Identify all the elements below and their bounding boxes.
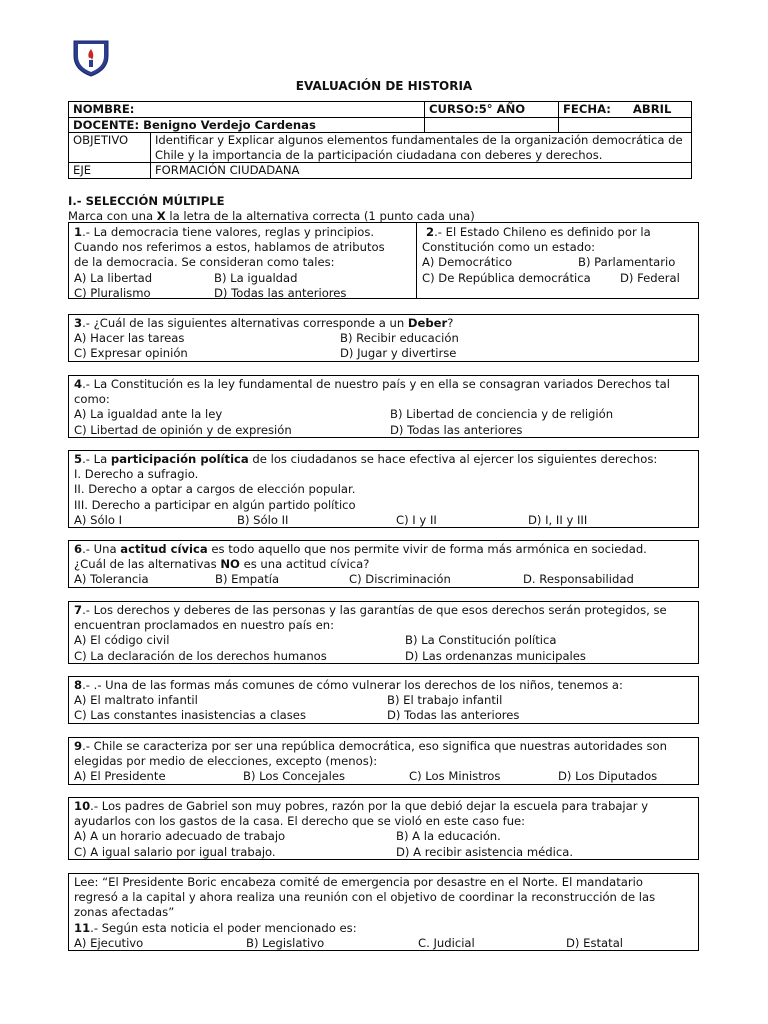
option-b[interactable]: B) Libertad de conciencia y de religión <box>390 407 614 422</box>
question-1-2-box <box>68 222 699 299</box>
option-a[interactable]: A) El Presidente <box>74 769 166 784</box>
question-8 <box>68 676 699 724</box>
eje-text: FORMACIÓN CIUDADANA <box>151 163 692 179</box>
question-9 <box>68 737 699 785</box>
option-c[interactable]: C) Libertad de opinión y de expresión <box>74 422 292 437</box>
option-c[interactable]: C) Los Ministros <box>409 769 501 784</box>
question-number: 6 <box>74 542 83 556</box>
instr-text: Marca con una <box>68 209 157 223</box>
option-c[interactable]: C. Judicial <box>418 935 475 950</box>
question-text: encuentran proclamados en nuestro país en: <box>74 618 335 633</box>
question-text: ¿Cuál de las alternativas <box>74 557 221 572</box>
item-ii: II. Derecho a optar a cargos de elección popular. <box>74 482 356 497</box>
question-3 <box>68 314 699 362</box>
question-text: es una actitud cívica? <box>239 557 370 572</box>
objetivo-label: OBJETIVO <box>69 133 151 163</box>
option-d[interactable]: D) Estatal <box>566 935 624 950</box>
question-7 <box>68 601 699 664</box>
fecha-value: ABRIL <box>632 102 672 116</box>
question-text: Cuando nos referimos a estos, hablamos de atributos <box>74 240 385 255</box>
option-d[interactable]: D) A recibir asistencia médica. <box>396 844 574 859</box>
question-text: de los ciudadanos se hace efectiva al ejercer los siguientes derechos: <box>248 452 658 466</box>
section-instructions <box>68 209 475 223</box>
instr-text: la letra de la alternativa correcta (1 punto cada una) <box>165 209 475 223</box>
header-table <box>68 101 692 179</box>
instr-x: X <box>156 209 166 223</box>
option-d[interactable]: D. Responsabilidad <box>523 572 634 587</box>
question-number: 2 <box>426 225 435 239</box>
option-b[interactable]: B) Empatía <box>215 572 280 587</box>
option-a[interactable]: A) Tolerancia <box>74 572 149 587</box>
question-text: .- .- Una de las formas más comunes de cómo vulnerar los derechos de los niños, tenemos a: <box>82 678 623 692</box>
question-5 <box>68 450 699 528</box>
question-text: .- La <box>82 452 111 466</box>
option-a[interactable]: A) La igualdad ante la ley <box>74 407 223 422</box>
option-d[interactable]: D) Todas las anteriores <box>387 708 520 723</box>
option-d[interactable]: D) I, II y III <box>528 512 588 527</box>
option-b[interactable]: B) El trabajo infantil <box>387 693 503 708</box>
question-text: ayudarlos con los gastos de la casa. El derecho que se violó en este caso fue: <box>74 814 526 829</box>
question-text: Constitución como un estado: <box>422 240 596 255</box>
question-number: 4 <box>74 377 83 391</box>
question-text: ? <box>447 316 454 330</box>
eje-label: EJE <box>69 163 151 179</box>
option-b[interactable]: B) Los Concejales <box>243 769 345 784</box>
option-c[interactable]: C) Pluralismo <box>74 285 151 300</box>
reading-text: zonas afectadas” <box>74 905 175 920</box>
option-a[interactable]: A) El maltrato infantil <box>74 693 198 708</box>
option-b[interactable]: B) A la educación. <box>396 829 501 844</box>
option-b[interactable]: B) La Constitución política <box>405 633 557 648</box>
question-text: .- Chile se caracteriza por ser una república democrática, eso significa que nuestras autoridades son <box>82 739 667 753</box>
option-c[interactable]: C) I y II <box>396 512 437 527</box>
reading-text: regresó a la capital y ahora realiza una reunión con el objetivo de coordinar la reconstrucción de las <box>74 890 656 905</box>
curso-field: CURSO:5° AÑO <box>425 102 559 118</box>
page-title: EVALUACIÓN DE HISTORIA <box>295 79 473 93</box>
nombre-field[interactable]: NOMBRE: <box>69 102 425 118</box>
option-b[interactable]: B) Recibir educación <box>340 331 459 346</box>
question-number: 11 <box>74 920 91 935</box>
fecha-field <box>559 102 692 118</box>
option-c[interactable]: C) La declaración de los derechos humanos <box>74 648 327 663</box>
question-number: 9 <box>74 739 83 753</box>
question-text: .- Una <box>82 542 121 556</box>
question-text: .- Los padres de Gabriel son muy pobres, razón por la que debió dejar la escuela para trabajar y <box>90 799 649 813</box>
section-title: I.- SELECCIÓN MÚLTIPLE <box>68 194 225 208</box>
question-text: .- El Estado Chileno es definido por la <box>434 225 651 239</box>
option-d[interactable]: D) Todas las anteriores <box>214 285 347 300</box>
option-d[interactable]: D) Las ordenanzas municipales <box>405 648 586 663</box>
keyword: Deber <box>407 316 448 330</box>
question-number: 1 <box>74 225 83 239</box>
empty-cell <box>559 117 692 133</box>
option-d[interactable]: D) Jugar y divertirse <box>340 346 457 361</box>
option-c[interactable]: C) Las constantes inasistencias a clases <box>74 708 306 723</box>
option-c[interactable]: C) A igual salario por igual trabajo. <box>74 844 276 859</box>
item-iii: III. Derecho a participar en algún partido político <box>74 497 356 512</box>
question-text: como: <box>74 392 110 407</box>
option-b[interactable]: B) Sólo II <box>237 512 289 527</box>
question-text: es todo aquello que nos permite vivir de forma más armónica en sociedad. <box>207 542 647 556</box>
reading-text: Lee: “El Presidente Boric encabeza comité de emergencia por desastre en el Norte. El mandatario <box>74 875 643 889</box>
docente-field: DOCENTE: Benigno Verdejo Cardenas <box>69 117 425 133</box>
question-text: .- ¿Cuál de las siguientes alternativas corresponde a un <box>82 316 408 330</box>
objetivo-text: Identificar y Explicar algunos elementos fundamentales de la organización democrática de Chile y la importancia de la participación ciudadana con deberes y derechos. <box>151 133 692 163</box>
question-10 <box>68 797 699 860</box>
question-text: de la democracia. Se consideran como tales: <box>74 255 335 270</box>
option-c[interactable]: C) Discriminación <box>349 572 451 587</box>
option-a[interactable]: A) A un horario adecuado de trabajo <box>74 829 286 844</box>
option-a[interactable]: A) La libertad <box>74 270 153 285</box>
option-d[interactable]: D) Todas las anteriores <box>390 422 523 437</box>
school-crest-logo <box>70 38 112 78</box>
option-a[interactable]: A) Ejecutivo <box>74 935 144 950</box>
option-c[interactable]: C) De República democrática <box>422 270 591 285</box>
question-text: .- La democracia tiene valores, reglas y principios. <box>82 225 375 239</box>
question-number: 10 <box>74 799 91 813</box>
question-text: .- Los derechos y deberes de las personas y las garantías de que esos derechos serán protegidos, se <box>82 603 667 617</box>
question-4 <box>68 375 699 438</box>
column-divider <box>416 223 417 298</box>
question-11 <box>68 873 699 951</box>
option-d[interactable]: D) Federal <box>620 270 680 285</box>
question-2 <box>422 225 696 286</box>
keyword: participación política <box>110 452 249 466</box>
question-text: elegidas por medio de elecciones, excepto (menos): <box>74 754 378 769</box>
option-c[interactable]: C) Expresar opinión <box>74 346 188 361</box>
question-6 <box>68 540 699 588</box>
question-number: 3 <box>74 316 83 330</box>
option-b[interactable]: B) Parlamentario <box>578 255 676 270</box>
option-a[interactable]: A) Hacer las tareas <box>74 331 185 346</box>
item-i: I. Derecho a sufragio. <box>74 467 199 482</box>
question-text: .- Según esta noticia el poder mencionado es: <box>90 920 357 935</box>
option-d[interactable]: D) Los Diputados <box>558 769 658 784</box>
keyword: NO <box>220 557 240 572</box>
question-number: 8 <box>74 678 83 692</box>
question-1 <box>74 225 412 301</box>
question-number: 7 <box>74 603 83 617</box>
option-a[interactable]: A) Sólo I <box>74 512 123 527</box>
keyword: actitud cívica <box>120 542 208 556</box>
question-number: 5 <box>74 452 83 466</box>
option-a[interactable]: A) Democrático <box>422 255 513 270</box>
option-b[interactable]: B) Legislativo <box>246 935 325 950</box>
option-a[interactable]: A) El código civil <box>74 633 170 648</box>
question-text: .- La Constitución es la ley fundamental de nuestro país y en ella se consagran variados Derechos tal <box>82 377 670 391</box>
fecha-label: FECHA: <box>563 102 611 116</box>
option-b[interactable]: B) La igualdad <box>214 270 298 285</box>
empty-cell <box>425 117 559 133</box>
